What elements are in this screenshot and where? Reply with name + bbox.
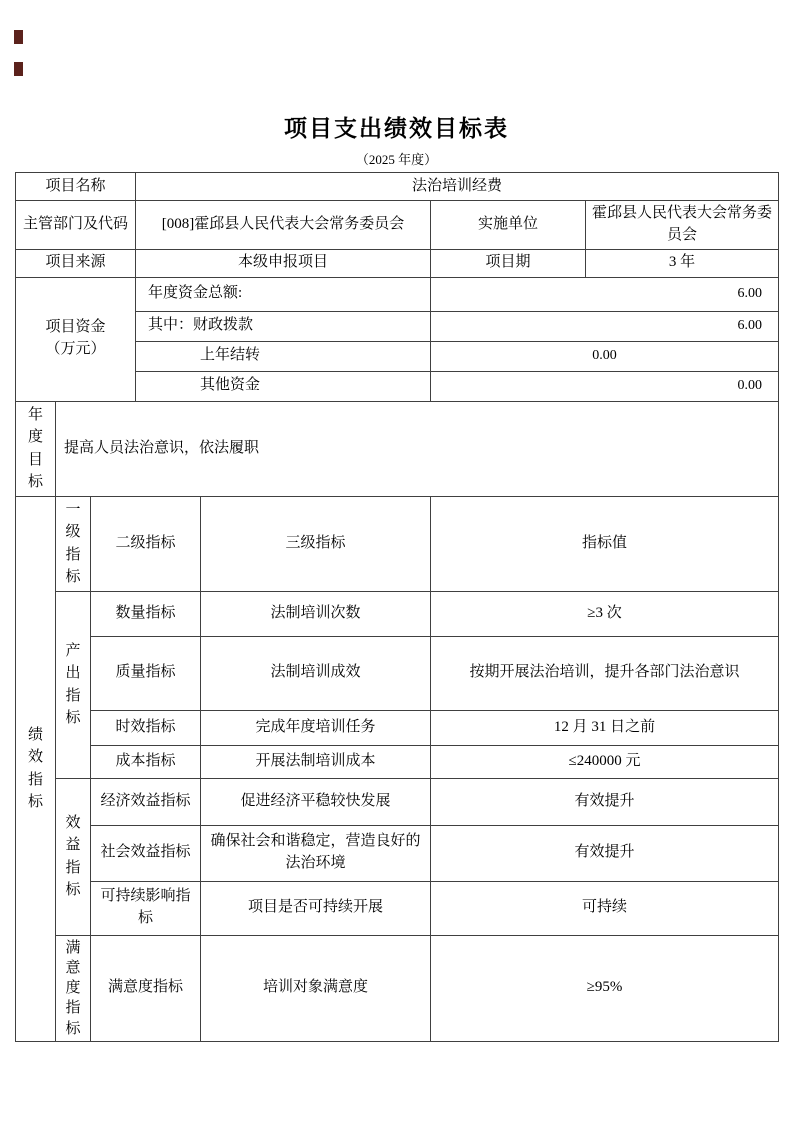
indicator-value: 可持续 [431, 881, 779, 935]
period-value: 3 年 [586, 249, 779, 277]
indicator-value: 12 月 31 日之前 [431, 710, 779, 745]
project-name-label: 项目名称 [16, 173, 136, 201]
indicator-level3: 法制培训次数 [201, 591, 431, 636]
funding-total-value: 6.00 [431, 277, 779, 311]
funding-other-value: 0.00 [431, 371, 779, 401]
indicator-level2: 满意度指标 [91, 935, 201, 1041]
table-row [16, 710, 779, 745]
indicator-value: ≥3 次 [431, 591, 779, 636]
indicator-level2: 可持续影响指标 [91, 881, 201, 935]
header-level1: 一级指标 [56, 496, 91, 591]
indicator-level2: 质量指标 [91, 636, 201, 710]
funding-label-line1: 项目资金 [45, 319, 106, 336]
funding-carryover-value: 0.00 [431, 341, 779, 371]
table-row [16, 401, 779, 496]
group-satisfaction-label: 满意度指标 [56, 935, 91, 1041]
group-benefit-label: 效益指标 [56, 778, 91, 935]
header-value: 指标值 [431, 496, 779, 591]
indicator-value: ≥95% [431, 935, 779, 1041]
table-row [16, 825, 779, 881]
indicator-level3: 项目是否可持续开展 [201, 881, 431, 935]
funding-total-label: 年度资金总额: [136, 277, 431, 311]
indicator-level2: 社会效益指标 [91, 825, 201, 881]
performance-target-table [15, 172, 779, 1042]
indicator-level2: 时效指标 [91, 710, 201, 745]
indicator-level2: 数量指标 [91, 591, 201, 636]
annual-goal-label [16, 401, 56, 496]
table-row [16, 778, 779, 825]
project-name-value: 法治培训经费 [136, 173, 779, 201]
table-row [16, 745, 779, 778]
header-level3: 三级指标 [201, 496, 431, 591]
table-row [16, 881, 779, 935]
funding-carryover-label: 上年结转 [136, 341, 431, 371]
indicator-level2: 成本指标 [91, 745, 201, 778]
table-row [16, 201, 779, 250]
performance-label [16, 496, 56, 1041]
indicator-value: 有效提升 [431, 778, 779, 825]
funding-label-line2: （万元） [45, 341, 106, 357]
indicator-level3: 促进经济平稳较快发展 [201, 778, 431, 825]
indicator-level3: 完成年度培训任务 [201, 710, 431, 745]
indicator-value: 有效提升 [431, 825, 779, 881]
indicator-level3: 培训对象满意度 [201, 935, 431, 1041]
unit-label: 实施单位 [431, 201, 586, 250]
department-label: 主管部门及代码 [16, 201, 136, 250]
period-label: 项目期 [431, 249, 586, 277]
page-title: 项目支出绩效目标表 [284, 116, 509, 141]
funding-other-label: 其他资金 [136, 371, 431, 401]
annual-goal-label-text: 年度目标 [27, 406, 43, 490]
indicator-level3: 确保社会和谐稳定，营造良好的法治环境 [201, 825, 431, 881]
source-value: 本级申报项目 [136, 249, 431, 277]
indicator-level3: 法制培训成效 [201, 636, 431, 710]
department-value: [008]霍邱县人民代表大会常务委员会 [136, 201, 431, 250]
table-row [16, 935, 779, 1041]
indicator-value: ≤240000 元 [431, 745, 779, 778]
annual-goal-value: 提高人员法治意识，依法履职 [56, 401, 779, 496]
indicator-value: 按期开展法治培训，提升各部门法治意识 [431, 636, 779, 710]
table-row [16, 173, 779, 201]
table-row [16, 591, 779, 636]
page-edge-marker [14, 30, 23, 44]
performance-label-text: 绩效指标 [27, 726, 43, 811]
table-row [16, 277, 779, 311]
funding-fiscal-value: 6.00 [431, 311, 779, 341]
source-label: 项目来源 [16, 249, 136, 277]
indicator-level3: 开展法制培训成本 [201, 745, 431, 778]
group-output-label: 产出指标 [56, 591, 91, 778]
funding-label [16, 277, 136, 401]
page-edge-marker [14, 62, 23, 76]
table-row [16, 249, 779, 277]
header-level2: 二级指标 [91, 496, 201, 591]
indicator-level2: 经济效益指标 [91, 778, 201, 825]
page-subtitle: （2025 年度） [355, 152, 438, 167]
unit-value: 霍邱县人民代表大会常务委员会 [586, 201, 779, 250]
table-row [16, 636, 779, 710]
table-row [16, 496, 779, 591]
funding-fiscal-label: 其中：财政拨款 [136, 311, 431, 341]
